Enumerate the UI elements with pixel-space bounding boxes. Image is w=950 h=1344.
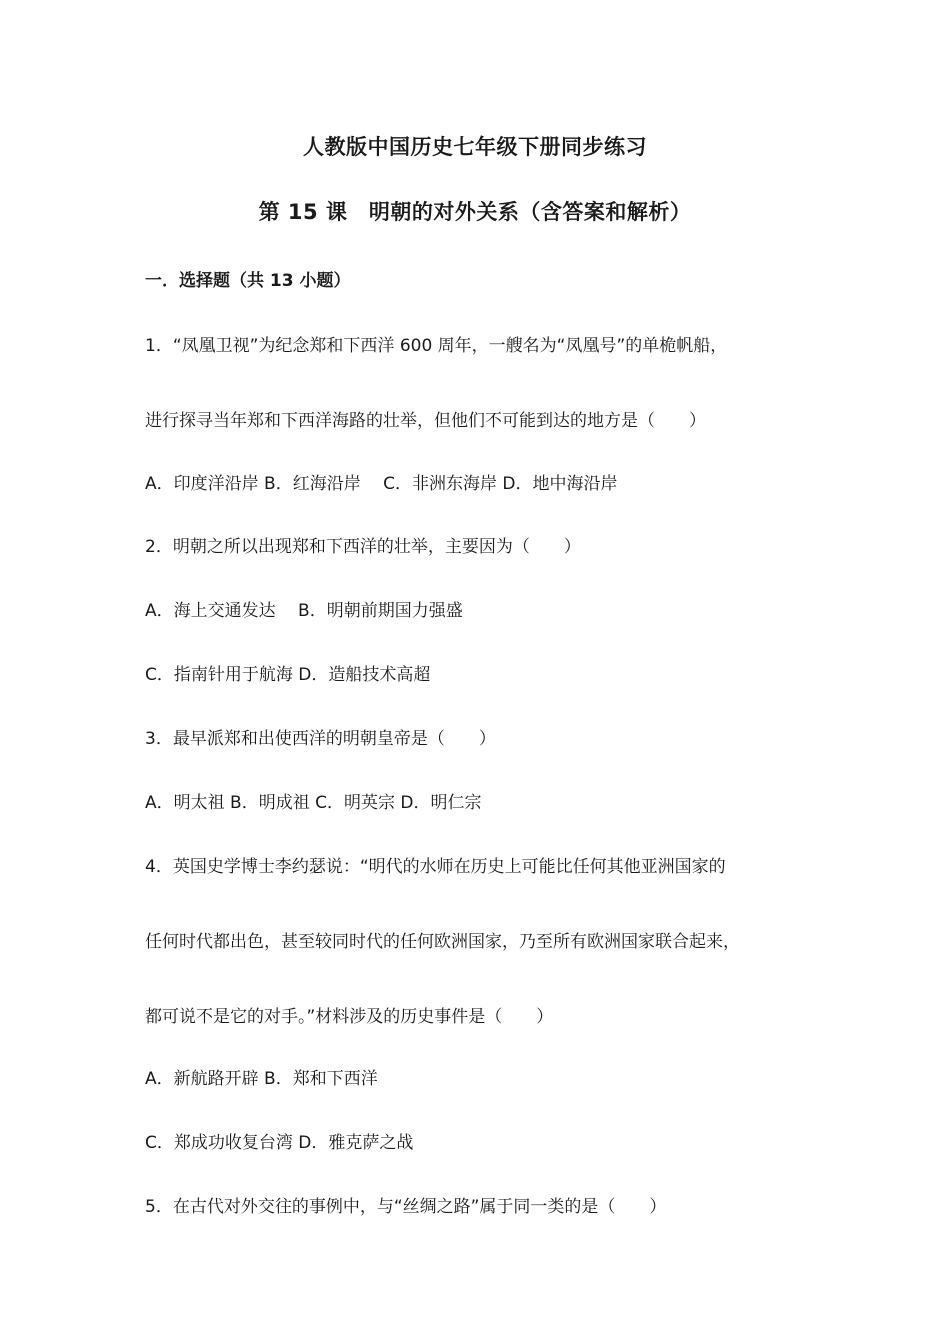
question-1-options: A．印度洋沿岸 B．红海沿岸 C．非洲东海岸 D．地中海沿岸 (145, 474, 618, 494)
question-4-line-1: 4．英国史学博士李约瑟说：“明代的水师在历史上可能比任何其他亚洲国家的 (145, 857, 726, 877)
document-title: 人教版中国历史七年级下册同步练习 (303, 135, 647, 159)
question-4-options-ab: A．新航路开辟 B．郑和下西洋 (145, 1069, 378, 1089)
question-4-line-2: 任何时代都出色，甚至较同时代的任何欧洲国家，乃至所有欧洲国家联合起来， (145, 932, 740, 952)
section-heading: 一．选择题（共 13 小题） (145, 271, 351, 291)
lesson-subtitle: 第 15 课 明朝的对外关系（含答案和解析） (258, 200, 692, 224)
question-3-stem: 3．最早派郑和出使西洋的明朝皇帝是（ ） (145, 729, 496, 749)
question-4-options-cd: C．郑成功收复台湾 D．雅克萨之战 (145, 1133, 414, 1153)
question-1-line-1: 1．“凤凰卫视”为纪念郑和下西洋 600 周年，一艘名为“凤凰号”的单桅帆船， (145, 336, 728, 356)
question-3-options: A．明太祖 B．明成祖 C．明英宗 D．明仁宗 (145, 793, 482, 813)
question-5-stem: 5．在古代对外交往的事例中，与“丝绸之路”属于同一类的是（ ） (145, 1197, 667, 1217)
question-1-line-2: 进行探寻当年郑和下西洋海路的壮举，但他们不可能到达的地方是（ ） (145, 411, 706, 431)
question-4-line-3: 都可说不是它的对手。”材料涉及的历史事件是（ ） (145, 1007, 554, 1027)
question-2-options-ab: A．海上交通发达 B．明朝前期国力强盛 (145, 601, 463, 621)
question-2-stem: 2．明朝之所以出现郑和下西洋的壮举，主要因为（ ） (145, 537, 581, 557)
question-2-options-cd: C．指南针用于航海 D．造船技术高超 (145, 665, 431, 685)
